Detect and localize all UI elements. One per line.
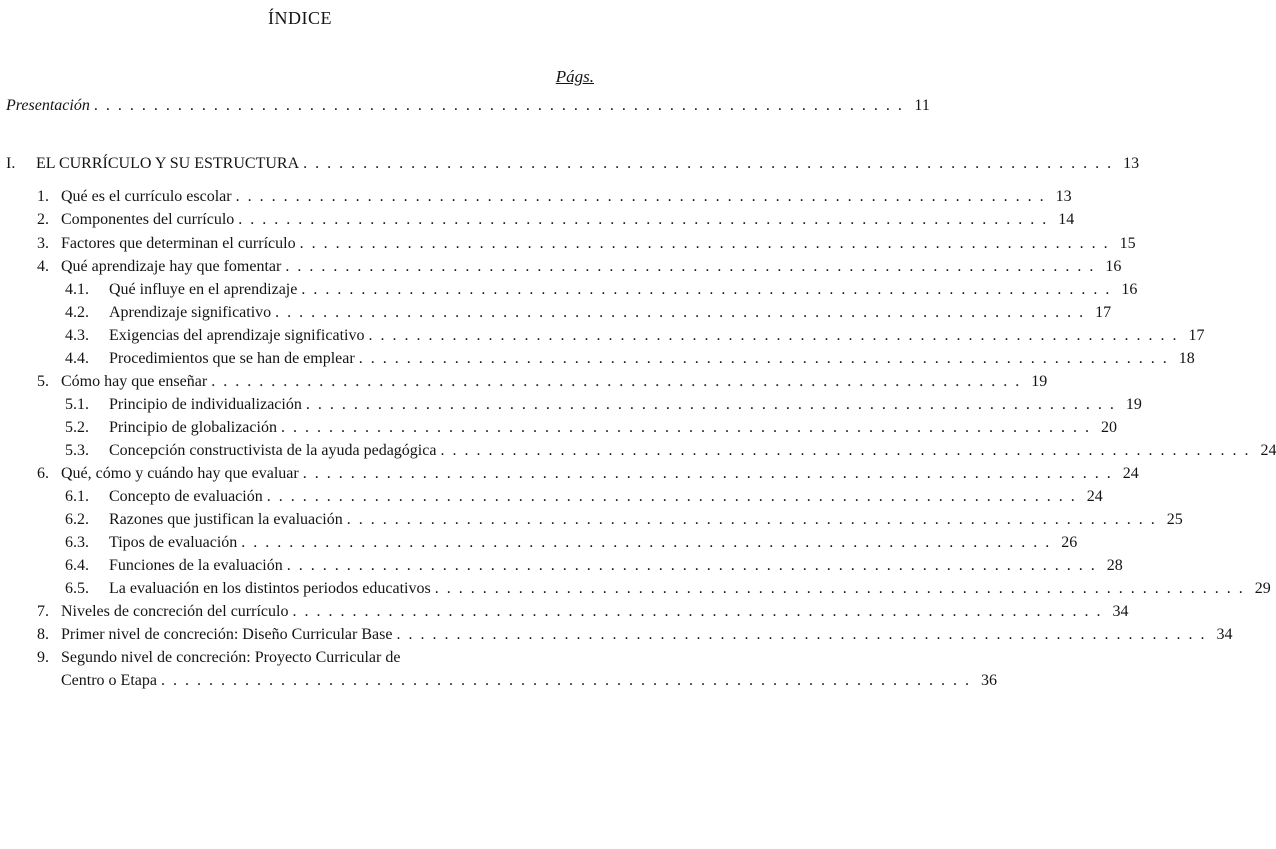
toc-entry-number: 4.: [37, 258, 49, 275]
toc-entry-number: 4.4.: [65, 350, 89, 367]
dot-leader: . . . . . . . . . . . . . . . . . . . . . . . . . . . . . . . . . . . . . . . . . . . . . . . . . . . . . . . . . . . . . . . . . . . .: [440, 442, 1251, 459]
dot-leader: . . . . . . . . . . . . . . . . . . . . . . . . . . . . . . . . . . . . . . . . . . . . . . . . . . . . . . . . . . . . . . . . . . . .: [305, 396, 1116, 413]
toc-entry-label: Componentes del currículo: [61, 211, 235, 228]
toc-entry-number: 6.4.: [65, 557, 89, 574]
toc-subentry[interactable]: [65, 395, 1142, 415]
dot-leader: . . . . . . . . . . . . . . . . . . . . . . . . . . . . . . . . . . . . . . . . . . . . . . . . . . . . . . . . . . . . . . . . . . . .: [160, 672, 971, 689]
toc-entry-page: 24: [1122, 465, 1139, 482]
toc-entry-label: Segundo nivel de concreción: Proyecto Curricular de: [61, 649, 401, 666]
toc-entry-page: 25: [1166, 511, 1183, 528]
dot-leader: . . . . . . . . . . . . . . . . . . . . . . . . . . . . . . . . . . . . . . . . . . . . . . . . . . . . . . . . . . . . . . . . . . . .: [434, 580, 1245, 597]
toc-entry[interactable]: [37, 187, 1072, 207]
toc-entry-label: Aprendizaje significativo: [109, 304, 272, 321]
toc-entry-label: Centro o Etapa: [61, 672, 157, 689]
toc-entry-label: Funciones de la evaluación: [109, 557, 283, 574]
toc-entry-page: 13: [1055, 188, 1072, 205]
toc-subentry[interactable]: [65, 533, 1078, 553]
toc-entry-number: 2.: [37, 211, 49, 228]
toc-entry-page: 11: [914, 97, 930, 114]
toc-entry[interactable]: [37, 625, 1233, 645]
dot-leader: . . . . . . . . . . . . . . . . . . . . . . . . . . . . . . . . . . . . . . . . . . . . . . . . . . . . . . . . . . . . . . . . . . . .: [286, 557, 1097, 574]
toc-entry-presentation[interactable]: [6, 96, 930, 116]
toc-entry[interactable]: [37, 257, 1122, 277]
dot-leader: . . . . . . . . . . . . . . . . . . . . . . . . . . . . . . . . . . . . . . . . . . . . . . . . . . . . . . . . . . . . . . . . . . . .: [266, 488, 1077, 505]
toc-entry-page: 20: [1100, 419, 1117, 436]
dot-leader: . . . . . . . . . . . . . . . . . . . . . . . . . . . . . . . . . . . . . . . . . . . . . . . . . . . . . . . . . . . . . . . . . . . .: [211, 373, 1022, 390]
toc-entry-number: 5.1.: [65, 396, 89, 413]
pages-column-header: Págs.: [555, 67, 594, 86]
toc-entry-label: Presentación: [6, 97, 90, 114]
toc-entry-label: La evaluación en los distintos periodos educativos: [109, 580, 431, 597]
toc-subentry[interactable]: [65, 510, 1183, 530]
dot-leader: . . . . . . . . . . . . . . . . . . . . . . . . . . . . . . . . . . . . . . . . . . . . . . . . . . . . . . . . . . . . . . . . . . . .: [292, 603, 1103, 620]
toc-subentry[interactable]: [65, 303, 1112, 323]
toc-entry-label: Qué es el currículo escolar: [61, 188, 232, 205]
dot-leader: . . . . . . . . . . . . . . . . . . . . . . . . . . . . . . . . . . . . . . . . . . . . . . . . . . . . . . . . . . . . . . . . . . . .: [301, 281, 1112, 298]
toc-entry-number: 4.2.: [65, 304, 89, 321]
toc-entry-label: Procedimientos que se han de emplear: [109, 350, 355, 367]
toc-entry-number: 5.: [37, 373, 49, 390]
toc-entry-label: Concepto de evaluación: [109, 488, 263, 505]
toc-entry[interactable]: [37, 372, 1048, 392]
toc-entry[interactable]: [37, 648, 594, 668]
toc-entry-page: 13: [1123, 155, 1140, 172]
toc-subentry[interactable]: [65, 280, 1138, 300]
toc-entry-label: Razones que justifican la evaluación: [109, 511, 343, 528]
toc-entry-label: Niveles de concreción del currículo: [61, 603, 289, 620]
toc-entry-label: Qué, cómo y cuándo hay que evaluar: [61, 465, 299, 482]
toc-entry-page: 34: [1216, 626, 1233, 643]
toc-entry-number: 4.1.: [65, 281, 89, 298]
dot-leader: . . . . . . . . . . . . . . . . . . . . . . . . . . . . . . . . . . . . . . . . . . . . . . . . . . . . . . . . . . . . . . . . . . . .: [275, 304, 1086, 321]
toc-subentry[interactable]: [65, 556, 1123, 576]
toc-entry-number: 5.2.: [65, 419, 89, 436]
toc-entry-label: Cómo hay que enseñar: [61, 373, 208, 390]
toc-subentry[interactable]: [65, 349, 1195, 369]
toc-entry-label: Principio de individualización: [109, 396, 302, 413]
toc-entry-number: 6.1.: [65, 488, 89, 505]
toc-entry-page: 17: [1095, 304, 1112, 321]
toc-entry-page: 16: [1121, 281, 1138, 298]
toc-chapter-heading[interactable]: [6, 154, 1140, 174]
toc-entry[interactable]: [37, 464, 1139, 484]
dot-leader: . . . . . . . . . . . . . . . . . . . . . . . . . . . . . . . . . . . . . . . . . . . . . . . . . . . . . . . . . . . . . . . . . . . .: [346, 511, 1157, 528]
toc-subentry[interactable]: [65, 418, 1117, 438]
toc-entry-label: Tipos de evaluación: [109, 534, 238, 551]
chapter-title: EL CURRÍCULO Y SU ESTRUCTURA: [36, 155, 300, 172]
toc-entry-number: 7.: [37, 603, 49, 620]
toc-entry-label: Factores que determinan el currículo: [61, 235, 296, 252]
toc-entry-page: 16: [1105, 258, 1122, 275]
toc-entry-page: 18: [1178, 350, 1195, 367]
dot-leader: . . . . . . . . . . . . . . . . . . . . . . . . . . . . . . . . . . . . . . . . . . . . . . . . . . . . . . . . . . . . . . . . . . . .: [93, 97, 904, 114]
toc-entry-number: 3.: [37, 235, 49, 252]
dot-leader: . . . . . . . . . . . . . . . . . . . . . . . . . . . . . . . . . . . . . . . . . . . . . . . . . . . . . . . . . . . . . . . . . . . .: [302, 465, 1113, 482]
toc-entry[interactable]: [37, 210, 1075, 230]
chapter-number: I.: [6, 155, 16, 172]
toc-entry-page: 24: [1260, 442, 1276, 459]
toc-entry[interactable]: [37, 602, 1129, 622]
toc-subentry[interactable]: [65, 579, 1271, 599]
toc-entry-number: 6.: [37, 465, 49, 482]
toc-subentry[interactable]: [65, 326, 1205, 346]
toc-entry-number: 4.3.: [65, 327, 89, 344]
toc-entry-page: 34: [1112, 603, 1129, 620]
toc-entry-page: 29: [1254, 580, 1271, 597]
toc-entry-number: 6.2.: [65, 511, 89, 528]
toc-entry-page: 28: [1106, 557, 1123, 574]
dot-leader: . . . . . . . . . . . . . . . . . . . . . . . . . . . . . . . . . . . . . . . . . . . . . . . . . . . . . . . . . . . . . . . . . . . .: [285, 258, 1096, 275]
page-title: ÍNDICE: [268, 8, 332, 28]
toc-entry-label: Exigencias del aprendizaje significativo: [109, 327, 365, 344]
toc-entry-page: 26: [1061, 534, 1078, 551]
toc-entry-page: 19: [1031, 373, 1048, 390]
toc-entry-page: 19: [1125, 396, 1142, 413]
toc-entry-label: Qué influye en el aprendizaje: [109, 281, 298, 298]
toc-entry-continuation[interactable]: [61, 671, 997, 691]
toc-entry-page: 14: [1058, 211, 1075, 228]
toc-entry-number: 1.: [37, 188, 49, 205]
toc-entry-label: Primer nivel de concreción: Diseño Curricular Base: [61, 626, 393, 643]
toc-entry-page: 15: [1119, 235, 1136, 252]
dot-leader: . . . . . . . . . . . . . . . . . . . . . . . . . . . . . . . . . . . . . . . . . . . . . . . . . . . . . . . . . . . . . . . . . . . .: [396, 626, 1207, 643]
dot-leader: . . . . . . . . . . . . . . . . . . . . . . . . . . . . . . . . . . . . . . . . . . . . . . . . . . . . . . . . . . . . . . . . . . . .: [299, 235, 1110, 252]
toc-entry-number: 9.: [37, 649, 49, 666]
dot-leader: . . . . . . . . . . . . . . . . . . . . . . . . . . . . . . . . . . . . . . . . . . . . . . . . . . . . . . . . . . . . . . . . . . . .: [280, 419, 1091, 436]
toc-entry-number: 6.5.: [65, 580, 89, 597]
dot-leader: . . . . . . . . . . . . . . . . . . . . . . . . . . . . . . . . . . . . . . . . . . . . . . . . . . . . . . . . . . . . . . . . . . . .: [368, 327, 1179, 344]
toc-entry-page: 24: [1086, 488, 1103, 505]
toc-entry-number: 6.3.: [65, 534, 89, 551]
dot-leader: . . . . . . . . . . . . . . . . . . . . . . . . . . . . . . . . . . . . . . . . . . . . . . . . . . . . . . . . . . . . . . . . . . . .: [303, 155, 1114, 172]
toc-entry-page: 17: [1188, 327, 1205, 344]
dot-leader: . . . . . . . . . . . . . . . . . . . . . . . . . . . . . . . . . . . . . . . . . . . . . . . . . . . . . . . . . . . . . . . . . . . .: [238, 211, 1049, 228]
toc-subentry[interactable]: [65, 487, 1103, 507]
toc-subentry[interactable]: [65, 441, 1276, 461]
toc-entry-label: Concepción constructivista de la ayuda pedagógica: [109, 442, 437, 459]
dot-leader: . . . . . . . . . . . . . . . . . . . . . . . . . . . . . . . . . . . . . . . . . . . . . . . . . . . . . . . . . . . . . . . . . . . .: [358, 350, 1169, 367]
toc-entry-label: Principio de globalización: [109, 419, 277, 436]
toc-entry-page: 36: [980, 672, 997, 689]
dot-leader: . . . . . . . . . . . . . . . . . . . . . . . . . . . . . . . . . . . . . . . . . . . . . . . . . . . . . . . . . . . . . . . . . . . .: [235, 188, 1046, 205]
toc-entry-number: 5.3.: [65, 442, 89, 459]
toc-entry[interactable]: [37, 234, 1136, 254]
dot-leader: . . . . . . . . . . . . . . . . . . . . . . . . . . . . . . . . . . . . . . . . . . . . . . . . . . . . . . . . . . . . . . . . . . . .: [241, 534, 1052, 551]
toc-entry-label: Qué aprendizaje hay que fomentar: [61, 258, 282, 275]
toc-entry-number: 8.: [37, 626, 49, 643]
